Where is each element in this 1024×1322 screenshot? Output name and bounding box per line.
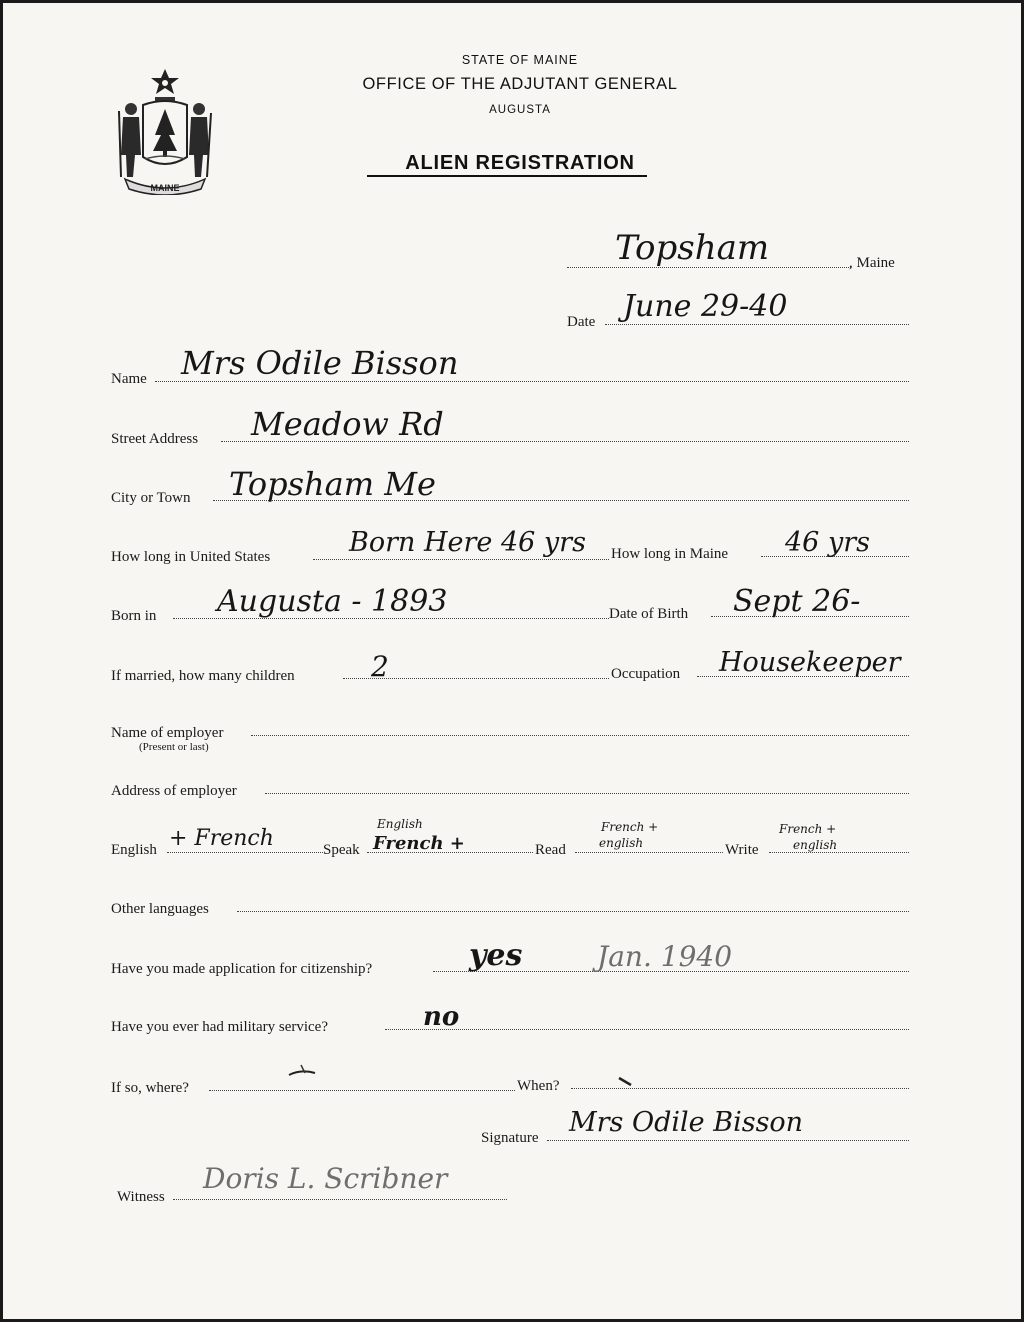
city-heading: AUGUSTA [489,104,551,116]
dob-label: Date of Birth [609,606,689,622]
witness-line [173,1199,507,1200]
english-line [167,852,323,853]
read-line [575,852,723,853]
registration-form [3,3,1021,1319]
employer-address-label: Address of employer [111,783,237,799]
title-underline [367,175,647,177]
dob-value: Sept 26- [733,584,861,619]
citizenship-value: yes [469,938,523,973]
date-value: June 29-40 [623,289,788,324]
where-label: If so, where? [111,1080,189,1096]
speak-label: Speak [323,842,360,858]
svg-text:MAINE: MAINE [150,183,180,193]
date-label: Date [567,314,596,330]
write-line [769,852,909,853]
read-value: english [599,836,644,850]
read-label: Read [535,842,566,858]
how-long-maine-value: 46 yrs [785,527,870,558]
children-label: If married, how many children [111,668,295,684]
place-value: Topsham [615,228,770,268]
date-line [605,324,909,325]
speak-top-value: English [377,817,423,831]
place-suffix-label: , Maine [849,255,895,271]
children-value: 2 [371,650,389,683]
speak-value: French + [373,833,465,854]
born-in-value: Augusta - 1893 [217,584,448,619]
where-line [209,1090,515,1091]
witness-label: Witness [117,1189,165,1205]
citizenship-date-value: Jan. 1940 [597,940,733,973]
occupation-label: Occupation [611,666,681,682]
other-languages-line [237,911,909,912]
name-value: Mrs Odile Bisson [181,344,459,382]
how-long-us-value: Born Here 46 yrs [349,527,586,558]
office-heading: OFFICE OF THE ADJUTANT GENERAL [362,75,678,93]
read-top-value: French + [601,820,659,834]
city-label: City or Town [111,490,191,506]
military-line [385,1029,909,1030]
write-top-value: French + [779,822,837,836]
signature-label: Signature [481,1130,539,1146]
occupation-value: Housekeeper [719,647,901,678]
signature-value: Mrs Odile Bisson [569,1107,804,1138]
form-title: ALIEN REGISTRATION [405,152,635,174]
english-value: + French [169,826,274,851]
ink-dash-mark [287,1061,317,1083]
signature-line [547,1140,909,1141]
how-long-us-line [313,559,609,560]
how-long-us-label: How long in United States [111,549,271,565]
military-label: Have you ever had military service? [111,1019,328,1035]
employer-label: Name of employer [111,725,224,741]
witness-value: Doris L. Scribner [203,1162,448,1195]
employer-sublabel: (Present or last) [139,741,209,753]
citizenship-label: Have you made application for citizenship? [111,961,373,977]
write-label: Write [725,842,759,858]
english-label: English [111,842,157,858]
write-value: english [793,838,838,852]
ink-tick-mark [617,1075,635,1089]
street-value: Meadow Rd [251,405,444,443]
employer-address-line [265,793,909,794]
street-label: Street Address [111,431,199,447]
military-value: no [423,1002,460,1032]
name-label: Name [111,371,147,387]
city-value: Topsham Me [229,465,436,503]
how-long-maine-label: How long in Maine [611,546,729,562]
employer-line [251,735,909,736]
born-in-label: Born in [111,608,157,624]
other-languages-label: Other languages [111,901,209,917]
when-label: When? [517,1078,560,1094]
state-heading: STATE OF MAINE [461,53,579,67]
